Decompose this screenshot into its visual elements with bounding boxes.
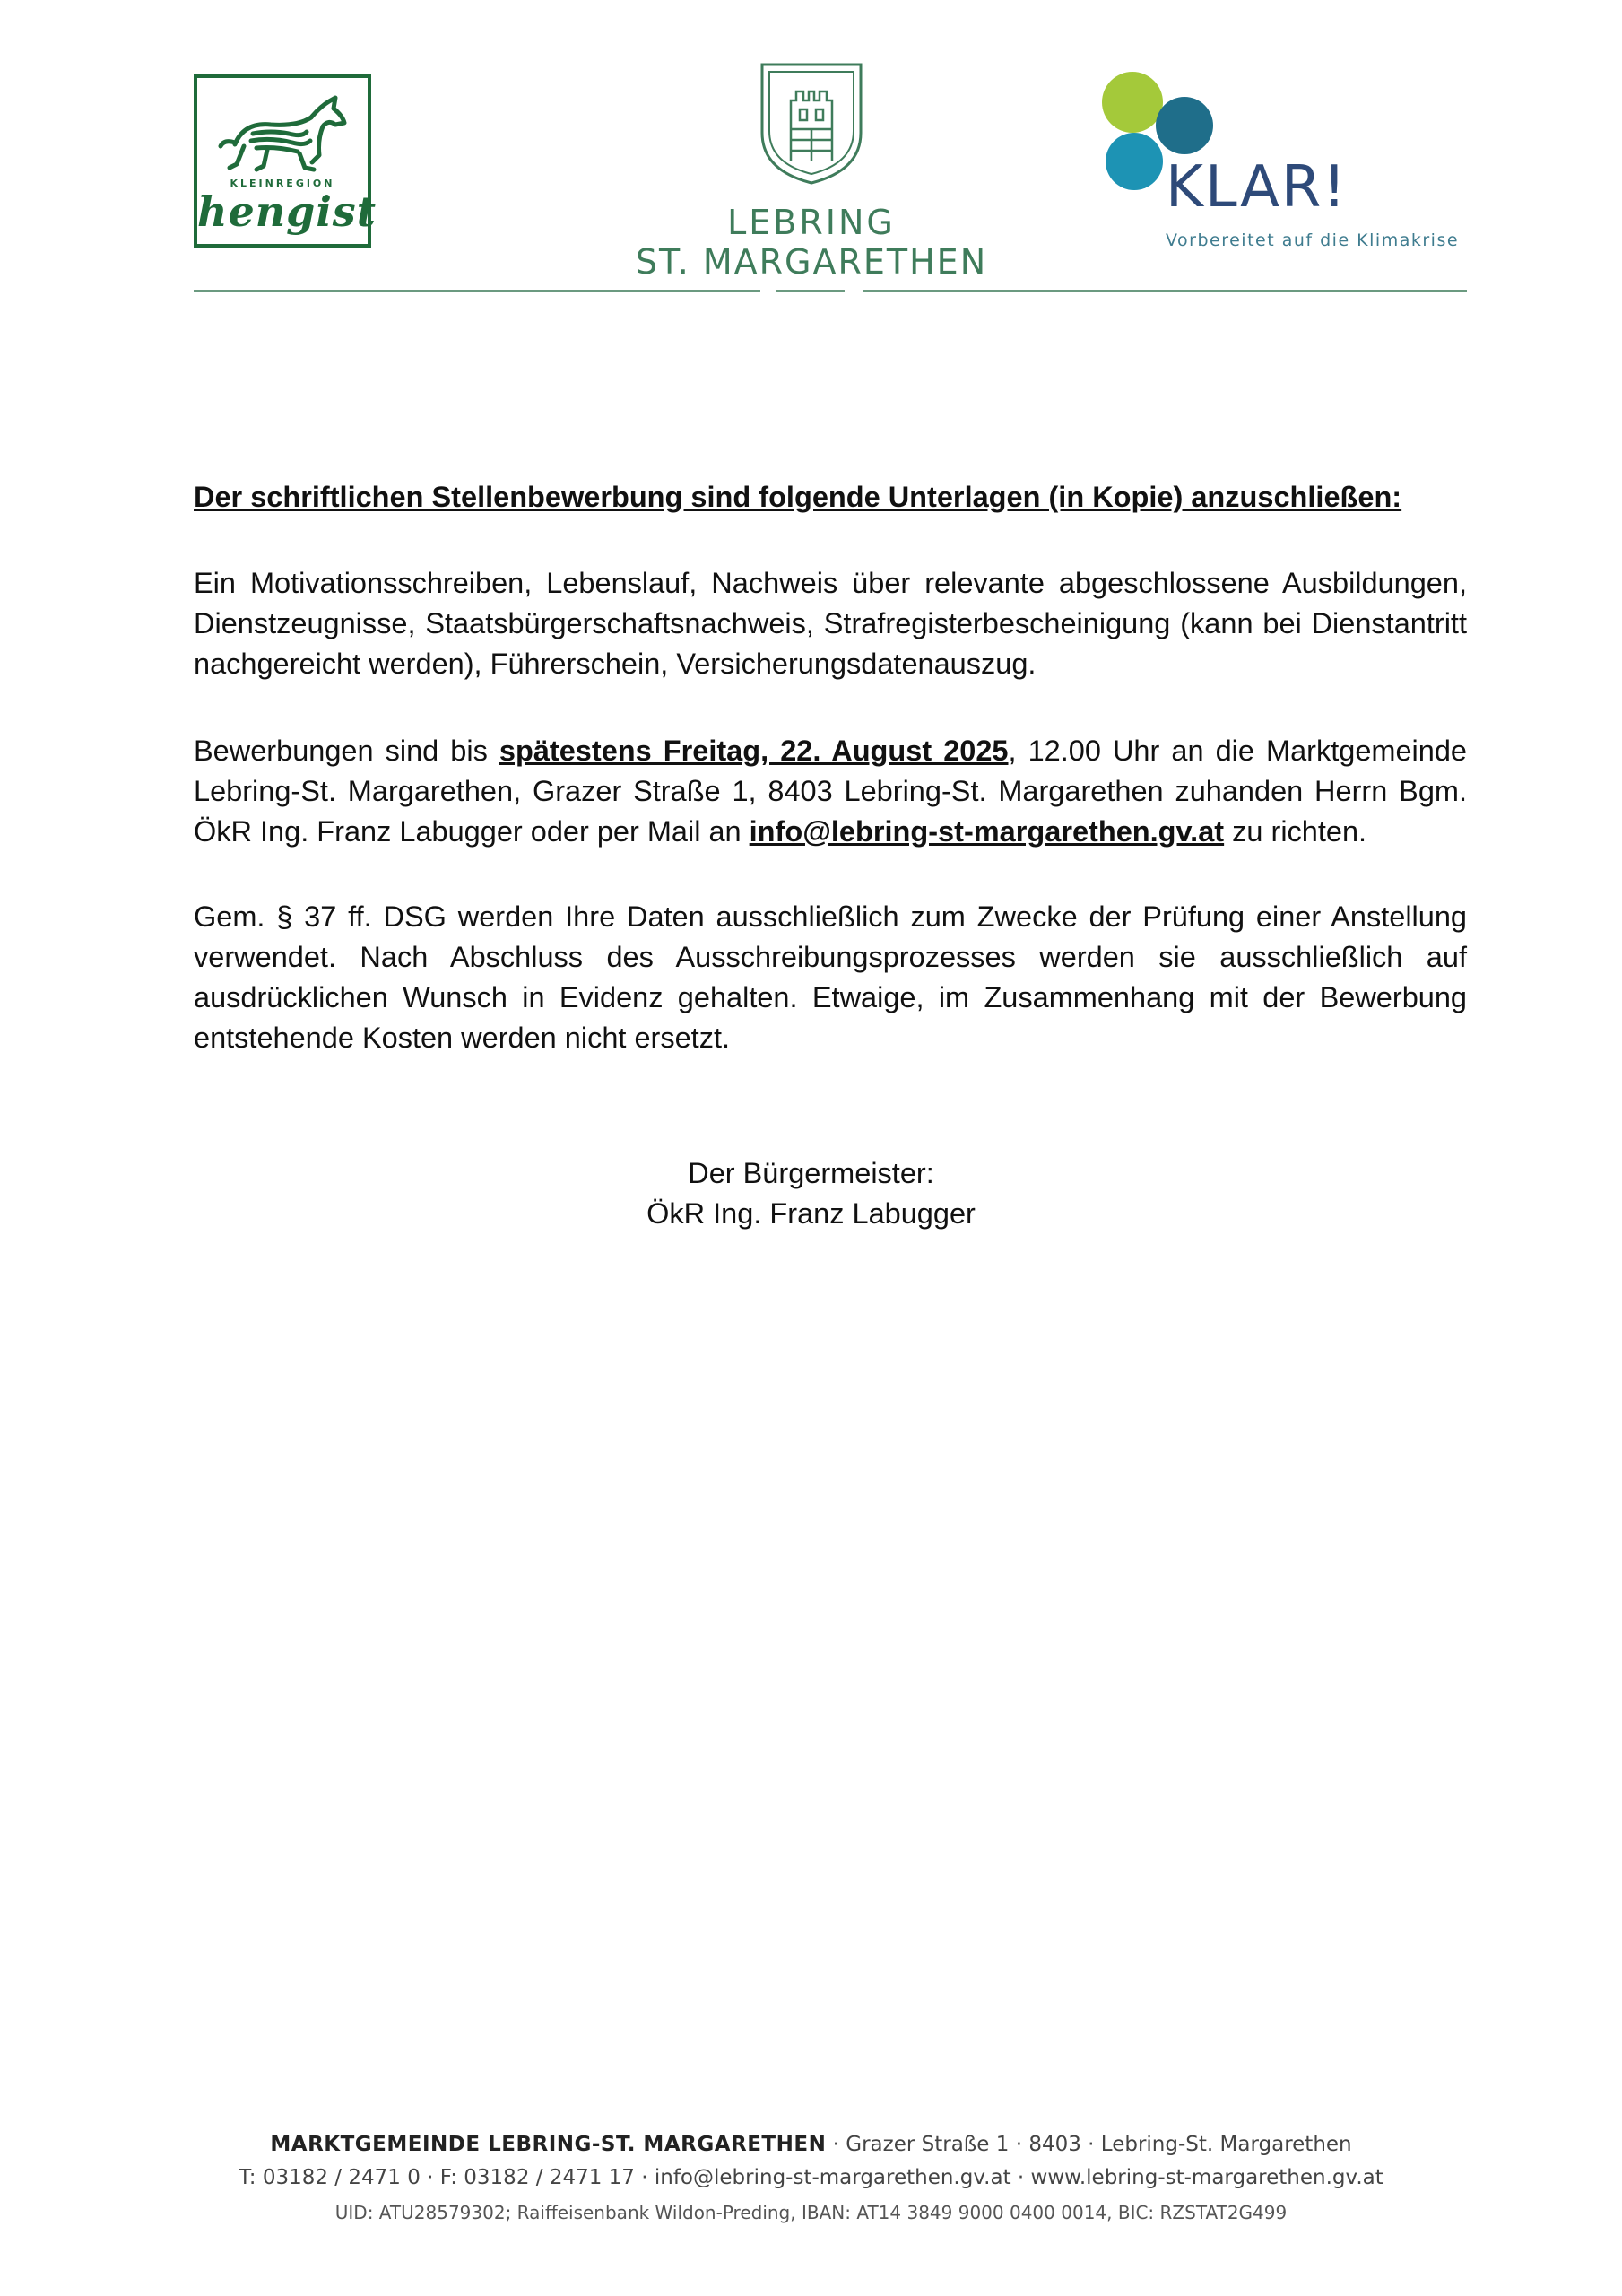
footer-bank-line: UID: ATU28579302; Raiffeisenbank Wildon-Preding, IBAN: AT14 3849 9000 0400 0014, BIC: RZSTAT2G499 xyxy=(334,2202,1288,2223)
footer-org-name: MARKTGEMEINDE LEBRING-ST. MARGARETHEN xyxy=(270,2133,827,2156)
footer-address: · Grazer Straße 1 · 8403 · Lebring-St. Margarethen xyxy=(826,2133,1352,2156)
header-rule-center xyxy=(776,290,845,292)
tower-crest-icon xyxy=(759,61,864,187)
footer-org-line xyxy=(0,2133,1622,2156)
required-documents-paragraph: Ein Motivationsschreiben, Lebenslauf, Nachweis über relevante abgeschlossene Ausbildungen, Dienstzeugnisse, Staatsbürgerschaftsnachweis, Strafregisterbescheinigung (kann bei Dienstantritt nachgereicht werden), Führerschein, Versicherungsdatenauszug. xyxy=(194,567,1467,680)
submission-text-3: zu richten. xyxy=(1224,815,1367,848)
horse-icon xyxy=(217,91,351,176)
hengist-small-text: KLEINREGION xyxy=(230,178,335,189)
municipality-name-line2: ST. MARGARETHEN xyxy=(635,242,988,282)
deadline-text: spätestens Freitag, 22. August 2025 xyxy=(499,735,1009,767)
signature-title: Der Bürgermeister: xyxy=(688,1157,934,1189)
data-protection-paragraph: Gem. § 37 ff. DSG werden Ihre Daten ausschließlich zum Zwecke der Prüfung einer Anstellung verwendet. Nach Abschluss des Ausschreibungsprozesses werden sie ausschließlich auf ausdrücklichen Wunsch in Evidenz gehalten. Etwaige, im Zusammenhang mit der Bewerbung entstehende Kosten werden nicht ersetzt. xyxy=(194,900,1467,1054)
hengist-logo xyxy=(194,74,377,248)
header-rule-right xyxy=(863,290,1467,292)
email-link[interactable]: info@lebring-st-margarethen.gv.at xyxy=(749,815,1225,848)
submission-text-1: Bewerbungen sind bis xyxy=(194,735,499,767)
footer-contact-line: T: 03182 / 2471 0 · F: 03182 / 2471 17 · info@lebring-st-margarethen.gv.at · www.lebring-st-margarethen.gv.at xyxy=(239,2166,1383,2189)
signature-name: ÖkR Ing. Franz Labugger xyxy=(646,1197,976,1230)
municipality-name-line1: LEBRING xyxy=(727,203,896,242)
klar-tagline: Vorbereitet auf die Klimakrise xyxy=(1166,230,1460,250)
hengist-big-text: hengist xyxy=(197,187,377,236)
klar-word: KLAR! xyxy=(1166,154,1348,221)
header-rule-left xyxy=(194,290,760,292)
document-heading: Der schriftlichen Stellenbewerbung sind folgende Unterlagen (in Kopie) anzuschließen: xyxy=(194,481,1402,513)
submission-text-2: , 12.00 Uhr an die Marktgemeinde Lebring-St. Margarethen, Grazer Straße 1, 8403 Lebring-St. Margarethen zuhanden Herrn Bgm. ÖkR Ing. Franz Labugger oder per Mail an xyxy=(194,735,1467,848)
submission-paragraph xyxy=(194,731,1467,852)
